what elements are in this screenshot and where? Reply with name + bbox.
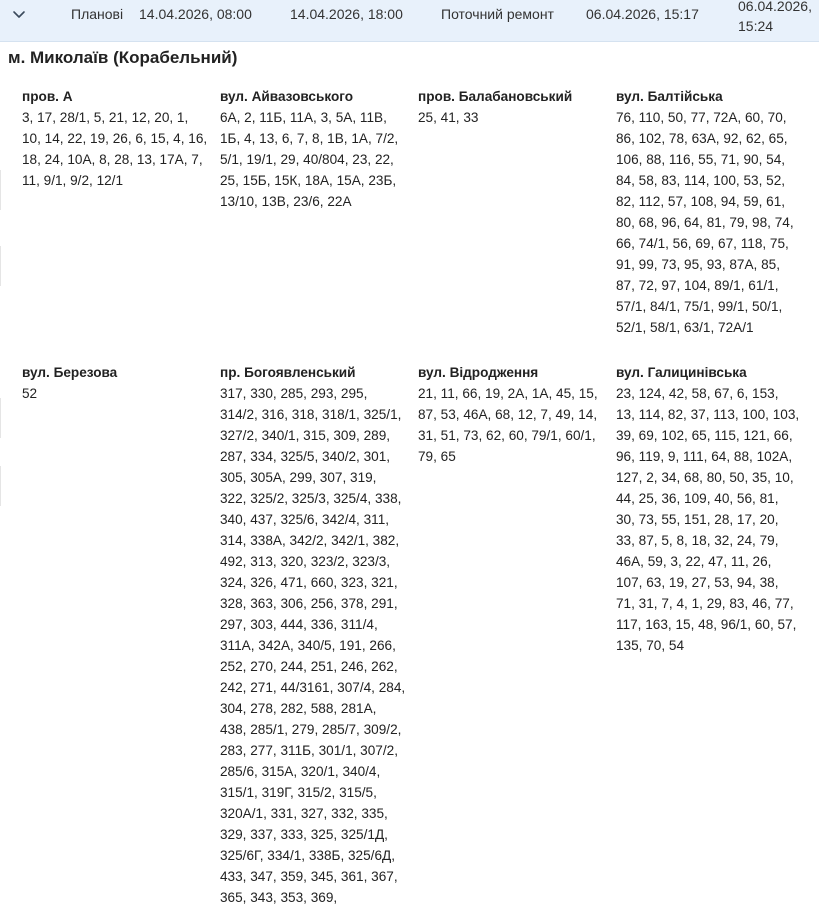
house-numbers: 317, 330, 285, 293, 295, 314/2, 316, 318, 318/1, 325/1, 327/2, 340/1, 315, 309, 289, 287, 334, 325/5, 340/2, 301, 305, 305А, 299, 307, 319, 322, 325/2, 325/3, 325/4, 338, 340, 437, 325/6, 342/4, 311, 314, 338А, 342/2, 342/1, 382, 492, 313, 320, 323/2, 323/3, 324, 326, 471, 660, 323, 321, 328, 363, 306, 256, 378, 291, 297, 303, 444, 336, 311/4, 311А, 342А, 340/5, 191, 266, 252, 270, 244, 251, 246, 262, 242, 271, 44/3161, 307/4, 284, 304, 278, 282, 588, 281А, 438, 285/1, 279, 285/7, 309/2, 283, 277, 311Б, 301/1, 307/2, 285/6, 315А, 320/1, 340/4, 315/1, 319Г, 315/2, 315/5, 320А/1, 331, 327, 332, 335, 329, 337, 333, 325, 325/1Д, 325/6Г, 334/1, 338Б, 325/6Д, 433, 347, 359, 345, 361, 367, 365, 343, 353, 369, [220, 386, 406, 905]
scroll-edge [0, 466, 1, 506]
house-numbers: 6А, 2, 11Б, 11А, 3, 5А, 11В, 1Б, 4, 13, 6, 7, 8, 1В, 1А, 7/2, 5/1, 19/1, 29, 40/804, 23, 22, 25, 15Б, 15К, 18А, 15А, 23Б, 13/10, 13В, 23/6, 22А [220, 110, 399, 209]
street-name: пров. А [22, 89, 73, 104]
house-numbers: 52 [22, 386, 38, 401]
streets-row [22, 86, 812, 338]
house-numbers: 23, 124, 42, 58, 67, 6, 153, 13, 114, 82, 37, 113, 100, 103, 39, 69, 102, 65, 115, 121, 66, 96, 119, 9, 111, 64, 88, 102А, 127, 2, 34, 68, 80, 50, 35, 10, 44, 25, 36, 109, 40, 56, 81, 30, 73, 55, 151, 28, 17, 20, 33, 87, 5, 8, 18, 32, 24, 79, 46А, 59, 3, 22, 47, 11, 26, 107, 63, 19, 27, 53, 94, 38, 71, 31, 7, 4, 1, 29, 83, 46, 77, 117, 163, 15, 48, 96/1, 60, 57, 135, 70, 54 [616, 386, 800, 653]
house-numbers: 25, 41, 33 [418, 110, 479, 125]
outage-type: Планові [71, 6, 124, 22]
street-item [418, 86, 616, 338]
house-numbers: 21, 11, 66, 19, 2А, 1А, 45, 15, 87, 53, 46А, 68, 12, 7, 49, 14, 31, 51, 73, 62, 60, 79/1, 60/1, 79, 65 [418, 386, 598, 464]
street-name: пр. Богоявленський [220, 365, 356, 380]
street-name: пров. Балабановський [418, 89, 573, 104]
scroll-edge [0, 170, 1, 210]
scroll-edge [0, 398, 1, 438]
end-time: 14.04.2026, 18:00 [290, 6, 403, 22]
city-heading: м. Миколаїв (Корабельний) [8, 48, 238, 67]
streets-grid [22, 86, 812, 908]
streets-row [22, 362, 812, 908]
street-name: вул. Айвазовського [220, 89, 354, 104]
street-item [220, 362, 418, 908]
street-item [22, 86, 220, 338]
street-item [418, 362, 616, 908]
updated-time: 06.04.2026, 15:24 [738, 0, 812, 34]
scroll-edge [0, 246, 1, 286]
outage-reason: Поточний ремонт [441, 6, 554, 22]
created-time: 06.04.2026, 15:17 [586, 6, 699, 22]
street-item [616, 362, 812, 908]
street-name: вул. Відродження [418, 365, 539, 380]
street-item [616, 86, 812, 338]
house-numbers: 76, 110, 50, 77, 72А, 60, 70, 86, 102, 78, 63А, 92, 62, 65, 106, 88, 116, 55, 71, 90, 54, 84, 58, 83, 114, 100, 53, 52, 82, 112, 57, 108, 94, 59, 61, 80, 68, 96, 64, 81, 79, 98, 74, 66, 74/1, 56, 69, 67, 118, 75, 91, 99, 73, 95, 93, 87А, 85, 87, 72, 97, 104, 89/1, 61/1, 57/1, 84/1, 75/1, 99/1, 50/1, 52/1, 58/1, 63/1, 72А/1 [616, 110, 794, 335]
start-time: 14.04.2026, 08:00 [139, 6, 252, 22]
street-item [220, 86, 418, 338]
street-name: вул. Балтійська [616, 89, 723, 104]
house-numbers: 3, 17, 28/1, 5, 21, 12, 20, 1, 10, 14, 22, 19, 26, 6, 15, 4, 16, 18, 24, 10А, 8, 28, 13, 17А, 7, 11, 9/1, 9/2, 12/1 [22, 110, 208, 188]
street-item [22, 362, 220, 908]
street-name: вул. Галицинівська [616, 365, 747, 380]
street-name: вул. Березова [22, 365, 118, 380]
outage-row[interactable] [0, 0, 819, 42]
chevron-down-icon[interactable] [8, 4, 30, 26]
